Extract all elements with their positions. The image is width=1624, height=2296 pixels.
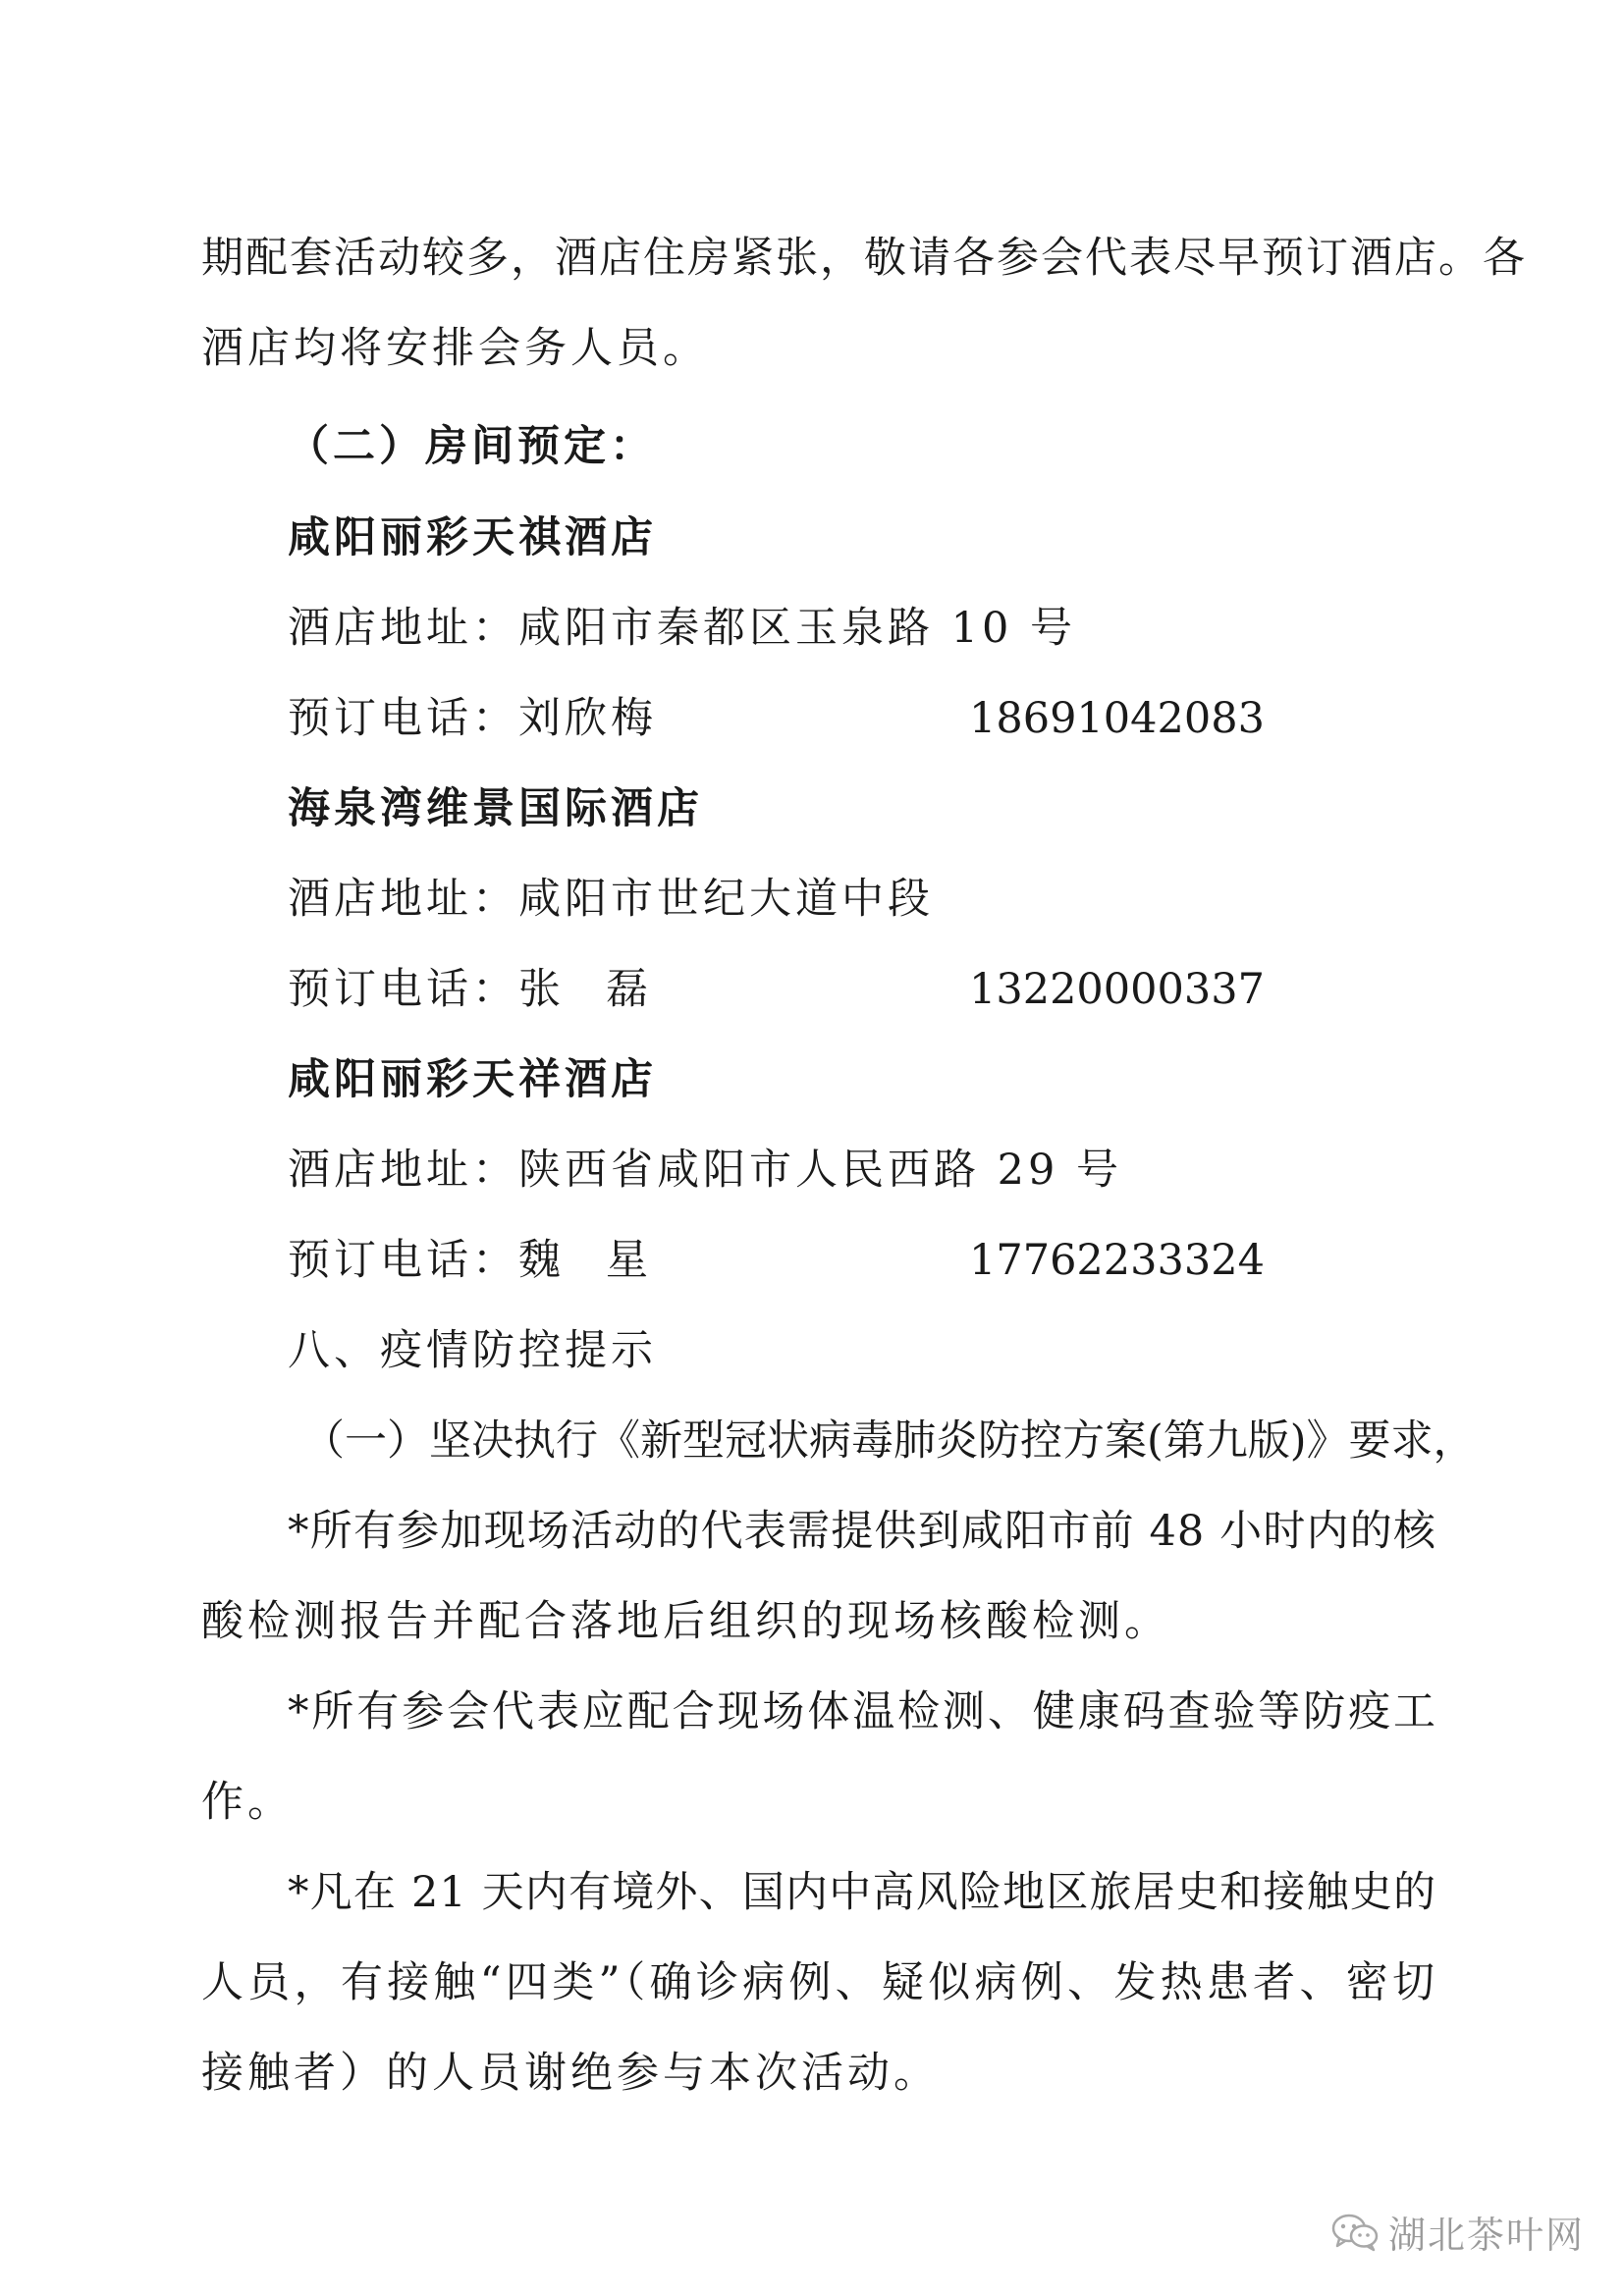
hotel-address: 酒店地址：咸阳市秦都区玉泉路 10 号 [288, 604, 1077, 653]
paragraph-line: *所有参加现场活动的代表需提供到咸阳市前 48 小时内的核 [288, 1507, 1436, 1556]
paragraph-line: 期配套活动较多，酒店住房紧张，敬请各参会代表尽早预订酒店。各 [201, 234, 1527, 283]
contact-name-char: 魏 [518, 1236, 561, 1285]
paragraph-line: 酸检测报告并配合落地后组织的现场核酸检测。 [201, 1597, 1170, 1646]
paragraph-line: 接触者）的人员谢绝参与本次活动。 [201, 2049, 940, 2098]
hotel-name: 咸阳丽彩天祥酒店 [288, 1055, 657, 1104]
hotel-address: 酒店地址：陕西省咸阳市人民西路 29 号 [288, 1146, 1123, 1195]
hotel-name: 咸阳丽彩天祺酒店 [288, 513, 657, 562]
contact-name-char: 星 [606, 1236, 648, 1285]
contact-name-char: 磊 [606, 965, 648, 1014]
watermark-text: 湖北茶叶网 [1387, 2214, 1585, 2257]
paragraph-line: （一）坚决执行《新型冠状病毒肺炎防控方案(第九版)》要求， [302, 1416, 1476, 1466]
paragraph-line: 酒店均将安排会务人员。 [201, 324, 709, 373]
paragraph-line: 作。 [201, 1778, 294, 1827]
hotel-phone-row [288, 960, 1265, 1019]
wechat-icon [1331, 2213, 1379, 2252]
hotel-phone-label: 预订电话： [288, 1236, 518, 1285]
hotel-phone-number: 17762233324 [969, 1236, 1265, 1285]
hotel-address: 酒店地址：咸阳市世纪大道中段 [288, 875, 934, 924]
hotel-name: 海泉湾维景国际酒店 [288, 784, 703, 833]
paragraph-line: 人员，有接触“四类”（确诊病例、疑似病例、发热患者、密切 [201, 1958, 1436, 2007]
hotel-contact-name [518, 960, 648, 1019]
hotel-phone-label: 预订电话： [288, 965, 518, 1014]
hotel-phone-row [288, 689, 1265, 748]
hotel-phone-row [288, 1231, 1265, 1290]
paragraph-line: *凡在 21 天内有境外、国内中高风险地区旅居史和接触史的 [288, 1868, 1436, 1917]
section-heading-epidemic: 八、疫情防控提示 [288, 1326, 657, 1375]
hotel-phone-number: 18691042083 [969, 694, 1265, 743]
section-heading-room-booking: （二）房间预定： [287, 422, 656, 471]
watermark [1331, 2205, 1585, 2259]
hotel-phone-label: 预订电话：刘欣梅 [288, 694, 657, 743]
contact-name-char: 张 [518, 965, 561, 1014]
hotel-phone-number: 13220000337 [969, 965, 1265, 1014]
paragraph-line: *所有参会代表应配合现场体温检测、健康码查验等防疫工 [288, 1687, 1436, 1736]
hotel-contact-name [518, 1231, 648, 1290]
